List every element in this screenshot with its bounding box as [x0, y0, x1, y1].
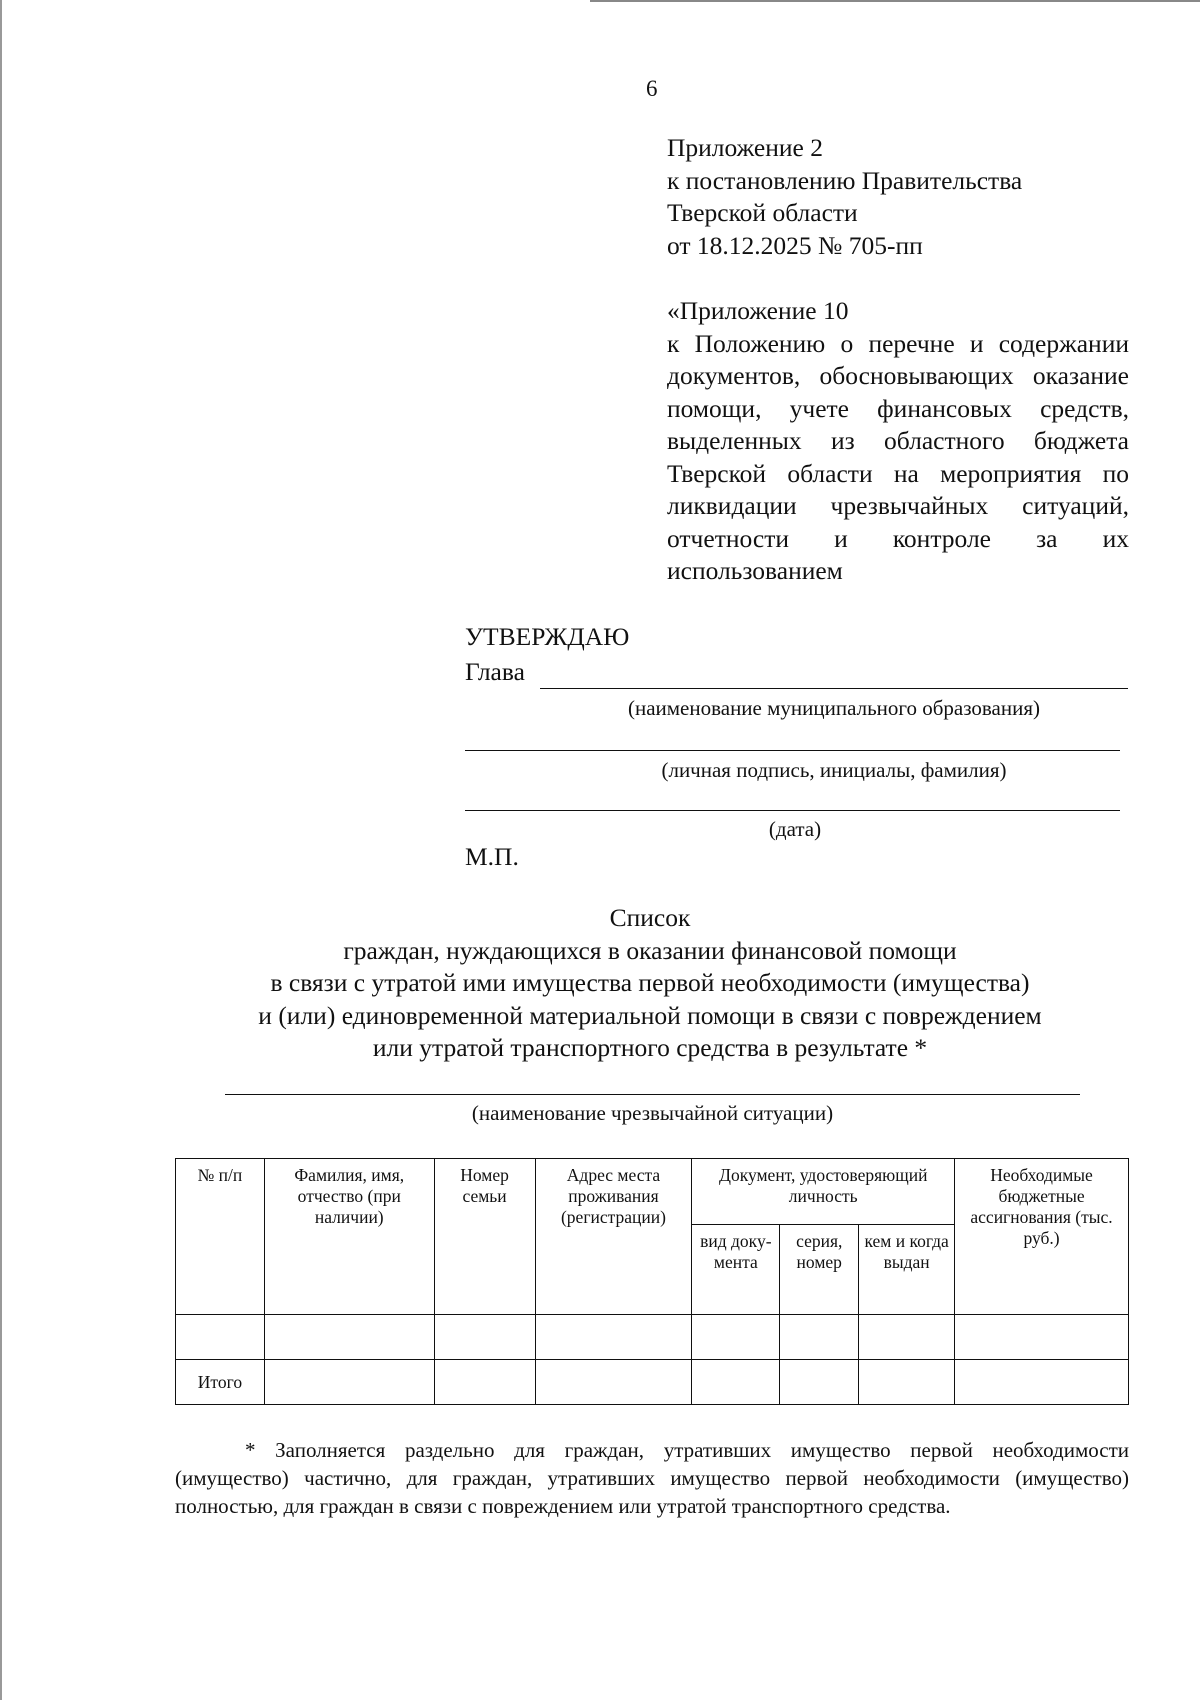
header-address: Адрес места проживания (регистрации) — [535, 1159, 692, 1315]
scan-edge-top — [590, 0, 1200, 2]
header-doc-type: вид доку-мента — [692, 1225, 780, 1315]
page-number: 6 — [646, 76, 658, 101]
total-label: Итого — [176, 1360, 265, 1405]
caption-municipality: (наименование муниципального образования) — [627, 696, 1041, 720]
header-document: Документ, удостоверяющий личность — [692, 1159, 955, 1225]
table-cell — [780, 1360, 859, 1405]
head-label: Глава — [465, 657, 525, 686]
table-cell — [955, 1360, 1129, 1405]
title-line: граждан, нуждающихся в оказании финансовой помощи — [343, 935, 957, 965]
signature-line — [465, 750, 1120, 751]
annex-1-line: к постановлению Правительства — [667, 165, 1023, 195]
municipality-line — [540, 688, 1128, 689]
table-cell — [535, 1360, 692, 1405]
title-line: или утратой транспортного средства в результате * — [372, 1033, 928, 1062]
table-cell — [780, 1315, 859, 1360]
annex-1-line: Приложение 2 — [667, 133, 823, 162]
annex-10-reference — [667, 295, 1129, 588]
annex-2-reference — [667, 132, 1129, 262]
table-cell — [264, 1315, 434, 1360]
table-cell — [434, 1360, 535, 1405]
table-cell — [692, 1315, 780, 1360]
table-cell — [692, 1360, 780, 1405]
table-cell — [176, 1315, 265, 1360]
table-header-row — [176, 1159, 1129, 1225]
title-line: в связи с утратой ими имущества первой необходимости (имущества) — [270, 968, 1030, 997]
annex-2-body: к Положению о перечне и содержании документов, обосновывающих оказание помощи, учете финансовых средств, выделенных из областного бюджета Тверской области на мероприятия по ликвидации чрезвычайных ситуаций, отчетности и контроле за их использованием — [667, 328, 1129, 585]
annex-1-line: Тверской области — [667, 198, 858, 227]
table-cell — [955, 1315, 1129, 1360]
annex-1-line: от 18.12.2025 № 705-пп — [667, 230, 923, 260]
caption-emergency: (наименование чрезвычайной ситуации) — [471, 1101, 834, 1125]
header-family: Номер семьи — [434, 1159, 535, 1315]
table-cell — [264, 1360, 434, 1405]
scan-edge-left — [0, 0, 2, 1700]
caption-signature: (личная подпись, инициалы, фамилия) — [661, 758, 1007, 782]
table-total-row — [176, 1360, 1129, 1405]
header-name: Фамилия, имя, отчество (при наличии) — [264, 1159, 434, 1315]
document-title — [150, 902, 1150, 1065]
header-doc-series: серия, номер — [780, 1225, 859, 1315]
title-line: и (или) единовременной материальной помощи в связи с повреждением — [258, 1000, 1042, 1030]
date-line — [465, 810, 1120, 811]
header-budget: Необходимые бюджетные ассигнования (тыс. руб.) — [955, 1159, 1129, 1315]
title-line: Список — [609, 903, 691, 932]
emergency-name-line — [225, 1094, 1080, 1095]
footnote-text: * Заполняется раздельно для граждан, утративших имущество первой необходимости (имущество) частично, для граждан, утративших имущество первой необходимости (имущество) полностью, для граждан в связи с повреждением или утратой транспортного средства. — [175, 1438, 1129, 1518]
stamp-label: М.П. — [465, 842, 519, 871]
header-num: № п/п — [176, 1159, 265, 1315]
table-cell — [434, 1315, 535, 1360]
footnote — [175, 1436, 1129, 1520]
citizens-table — [175, 1158, 1129, 1405]
approval-heading: УТВЕРЖДАЮ — [465, 622, 630, 651]
header-doc-issued: кем и когда выдан — [859, 1225, 955, 1315]
table-row — [176, 1315, 1129, 1360]
caption-date: (дата) — [768, 817, 822, 841]
table-cell — [859, 1315, 955, 1360]
table-cell — [535, 1315, 692, 1360]
annex-2-line: «Приложение 10 — [667, 296, 849, 325]
table-cell — [859, 1360, 955, 1405]
